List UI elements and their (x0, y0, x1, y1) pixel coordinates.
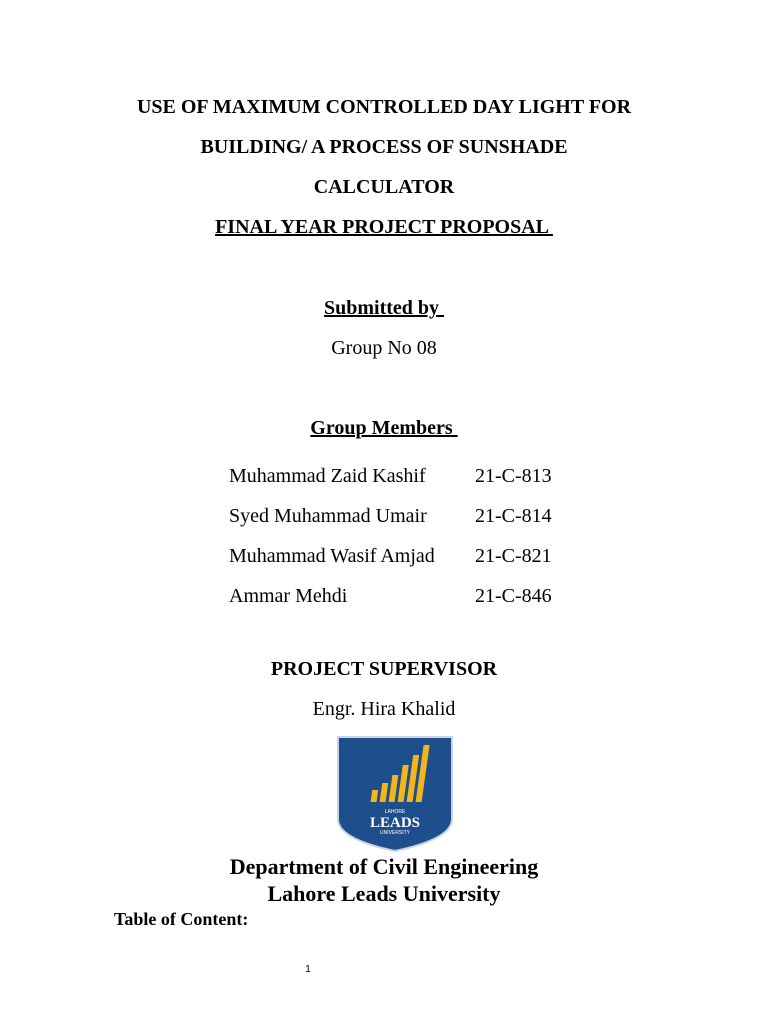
department-name: Department of Civil Engineering (229, 854, 539, 879)
title-line-3: CALCULATOR (313, 176, 455, 198)
group-number: Group No 08 (331, 337, 437, 359)
group-members-heading: Group Members (310, 417, 458, 439)
proposal-subtitle: FINAL YEAR PROJECT PROPOSAL (215, 216, 553, 238)
university-name: Lahore Leads University (267, 881, 501, 906)
supervisor-name: Engr. Hira Khalid (312, 698, 456, 720)
supervisor-heading: PROJECT SUPERVISOR (270, 658, 498, 680)
member-id: 21-C-846 (475, 585, 552, 607)
submitted-by-heading: Submitted by (323, 297, 445, 319)
logo-main-text: LEADS (369, 815, 421, 831)
member-name: Syed Muhammad Umair (229, 505, 427, 527)
table-of-content-heading: Table of Content: (114, 909, 249, 929)
logo-bottom-text: UNIVERSITY (379, 830, 411, 836)
member-name: Muhammad Wasif Amjad (229, 545, 435, 567)
logo-top-text: LAHORE (384, 809, 406, 815)
member-id: 21-C-813 (475, 465, 552, 487)
member-id: 21-C-814 (475, 505, 552, 527)
page-number: 1 (305, 964, 311, 975)
university-logo (336, 735, 454, 853)
title-line-2: BUILDING/ A PROCESS OF SUNSHADE (200, 136, 568, 158)
member-name: Ammar Mehdi (229, 585, 348, 607)
member-name: Muhammad Zaid Kashif (229, 465, 426, 487)
member-id: 21-C-821 (475, 545, 552, 567)
title-line-1: USE OF MAXIMUM CONTROLLED DAY LIGHT FOR (136, 96, 632, 118)
